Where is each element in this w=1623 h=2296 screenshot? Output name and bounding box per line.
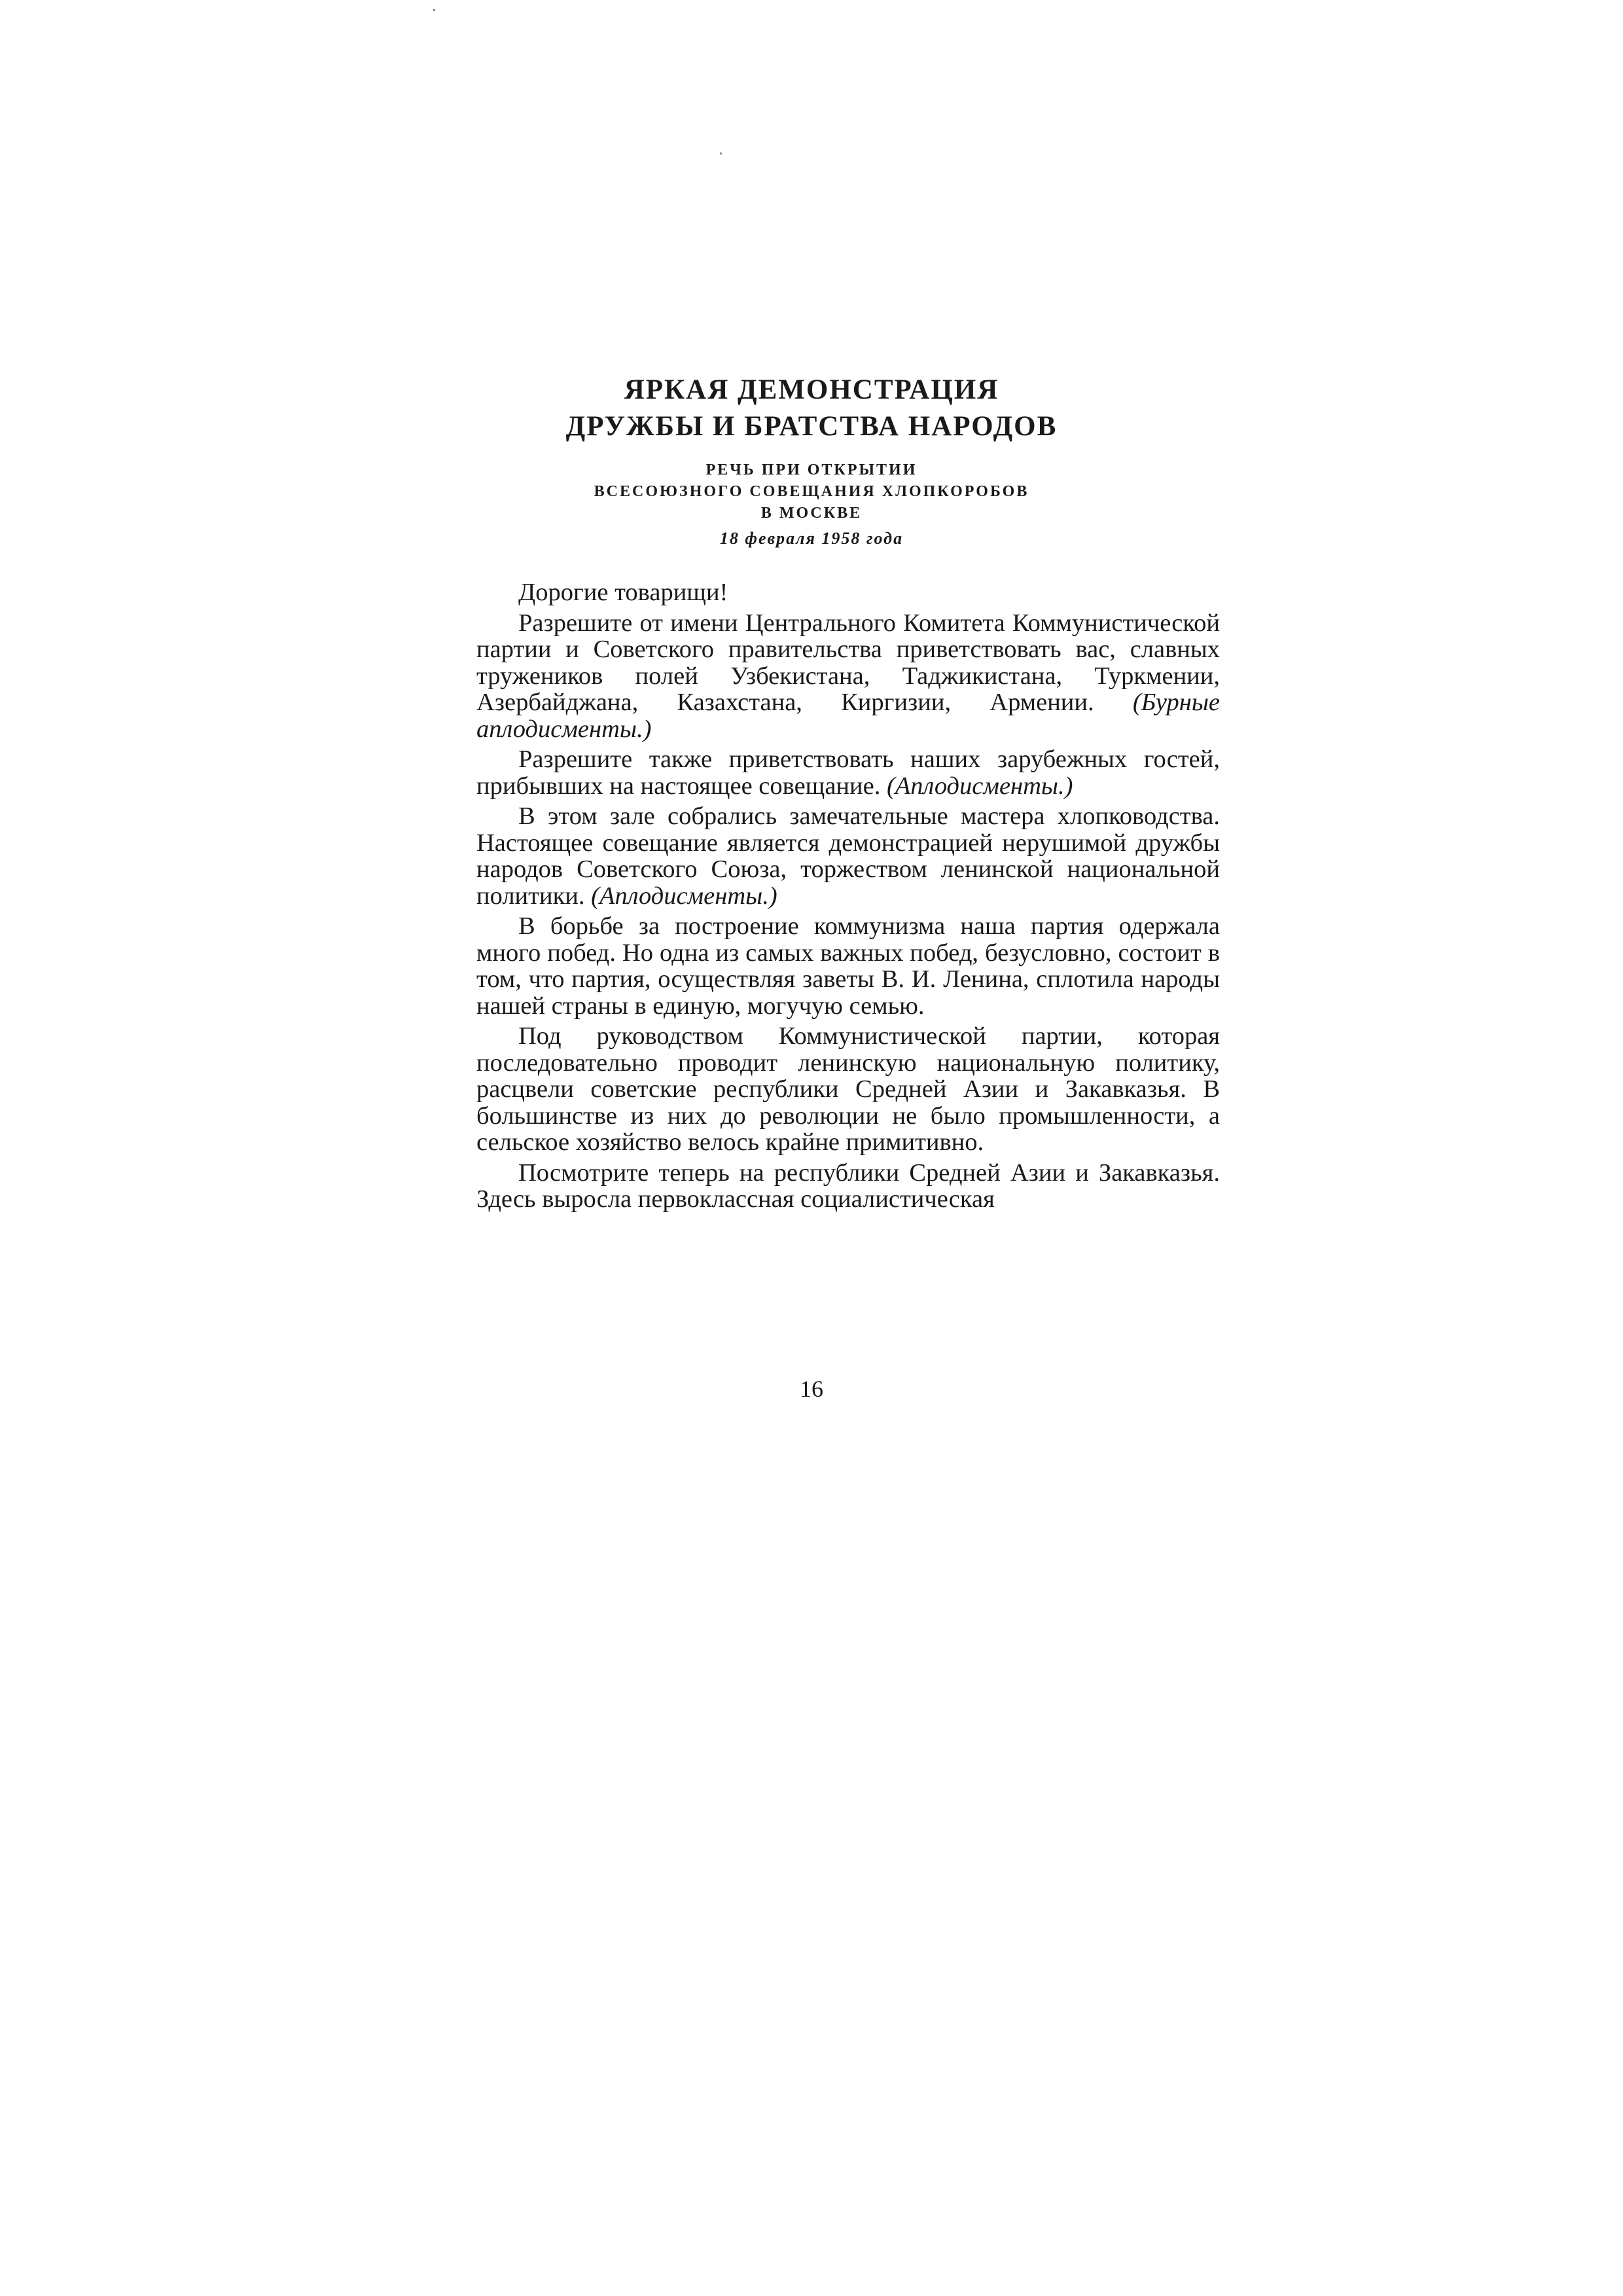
paragraph-1: [476, 579, 1220, 606]
paragraph-text: Разрешите также приветствовать наших зарубежных гостей, прибывших на настоящее совещание.: [476, 745, 1220, 800]
paragraph-text: Под руководством Коммунистической партии, которая последовательно проводит ленинскую национальную политику, расцвели советские республики Средней Азии и Закавказья. В большинстве из них до революции не было промышленности, а сельское хозяйство велось крайне примитивно.: [476, 1022, 1220, 1156]
applause-note: (Аплодисменты.): [886, 772, 1073, 800]
paragraph-5: [476, 913, 1220, 1019]
paragraph-7: [476, 1160, 1220, 1213]
paragraph-text: В борьбе за построение коммунизма наша партия одержала много побед. Но одна из самых важных побед, безусловно, состоит в том, что партия, осуществляя заветы В. И. Ленина, сплотила народы нашей страны в единую, могучую семью.: [476, 912, 1220, 1020]
title-line-1: ЯРКАЯ ДЕМОНСТРАЦИЯ: [624, 374, 999, 405]
scan-speck: [433, 9, 435, 11]
heading-block: [0, 372, 1623, 550]
paragraph-3: [476, 746, 1220, 799]
applause-note: (Бурные аплодисменты.): [476, 689, 1220, 743]
paragraph-text: Дорогие товарищи!: [518, 579, 728, 606]
speech-body: [476, 579, 1220, 1217]
subtitle-line-3: В МОСКВЕ: [760, 505, 863, 522]
speech-date: 18 февраля 1958 года: [719, 529, 904, 548]
subtitle-line-1: РЕЧЬ ПРИ ОТКРЫТИИ: [705, 461, 918, 478]
paragraph-text: В этом зале собрались замечательные мастера хлопководства. Настоящее совещание является демонстрацией нерушимой дружбы народов Советского Союза, торжеством ленинской национальной политики.: [476, 802, 1220, 910]
paragraph-4: [476, 803, 1220, 909]
scan-speck: [720, 152, 722, 154]
paragraph-text: Разрешите от имени Центрального Комитета Коммунистической партии и Советского правительства приветствовать вас, славных тружеников полей Узбекистана, Таджикистана, Туркмении, Азербайджана, Казахстана, Киргизии, Армении.: [476, 609, 1220, 716]
applause-note: (Аплодисменты.): [591, 882, 777, 910]
paragraph-2: [476, 610, 1220, 743]
paragraph-text: Посмотрите теперь на республики Средней Азии и Закавказья. Здесь выросла первоклассная социалистическая: [476, 1158, 1220, 1213]
title-line-2: ДРУЖБЫ И БРАТСТВА НАРОДОВ: [565, 411, 1058, 442]
subtitle-line-2: ВСЕСОЮЗНОГО СОВЕЩАНИЯ ХЛОПКОРОБОВ: [594, 483, 1029, 500]
page-number: 16: [800, 1376, 823, 1402]
paragraph-6: [476, 1023, 1220, 1156]
